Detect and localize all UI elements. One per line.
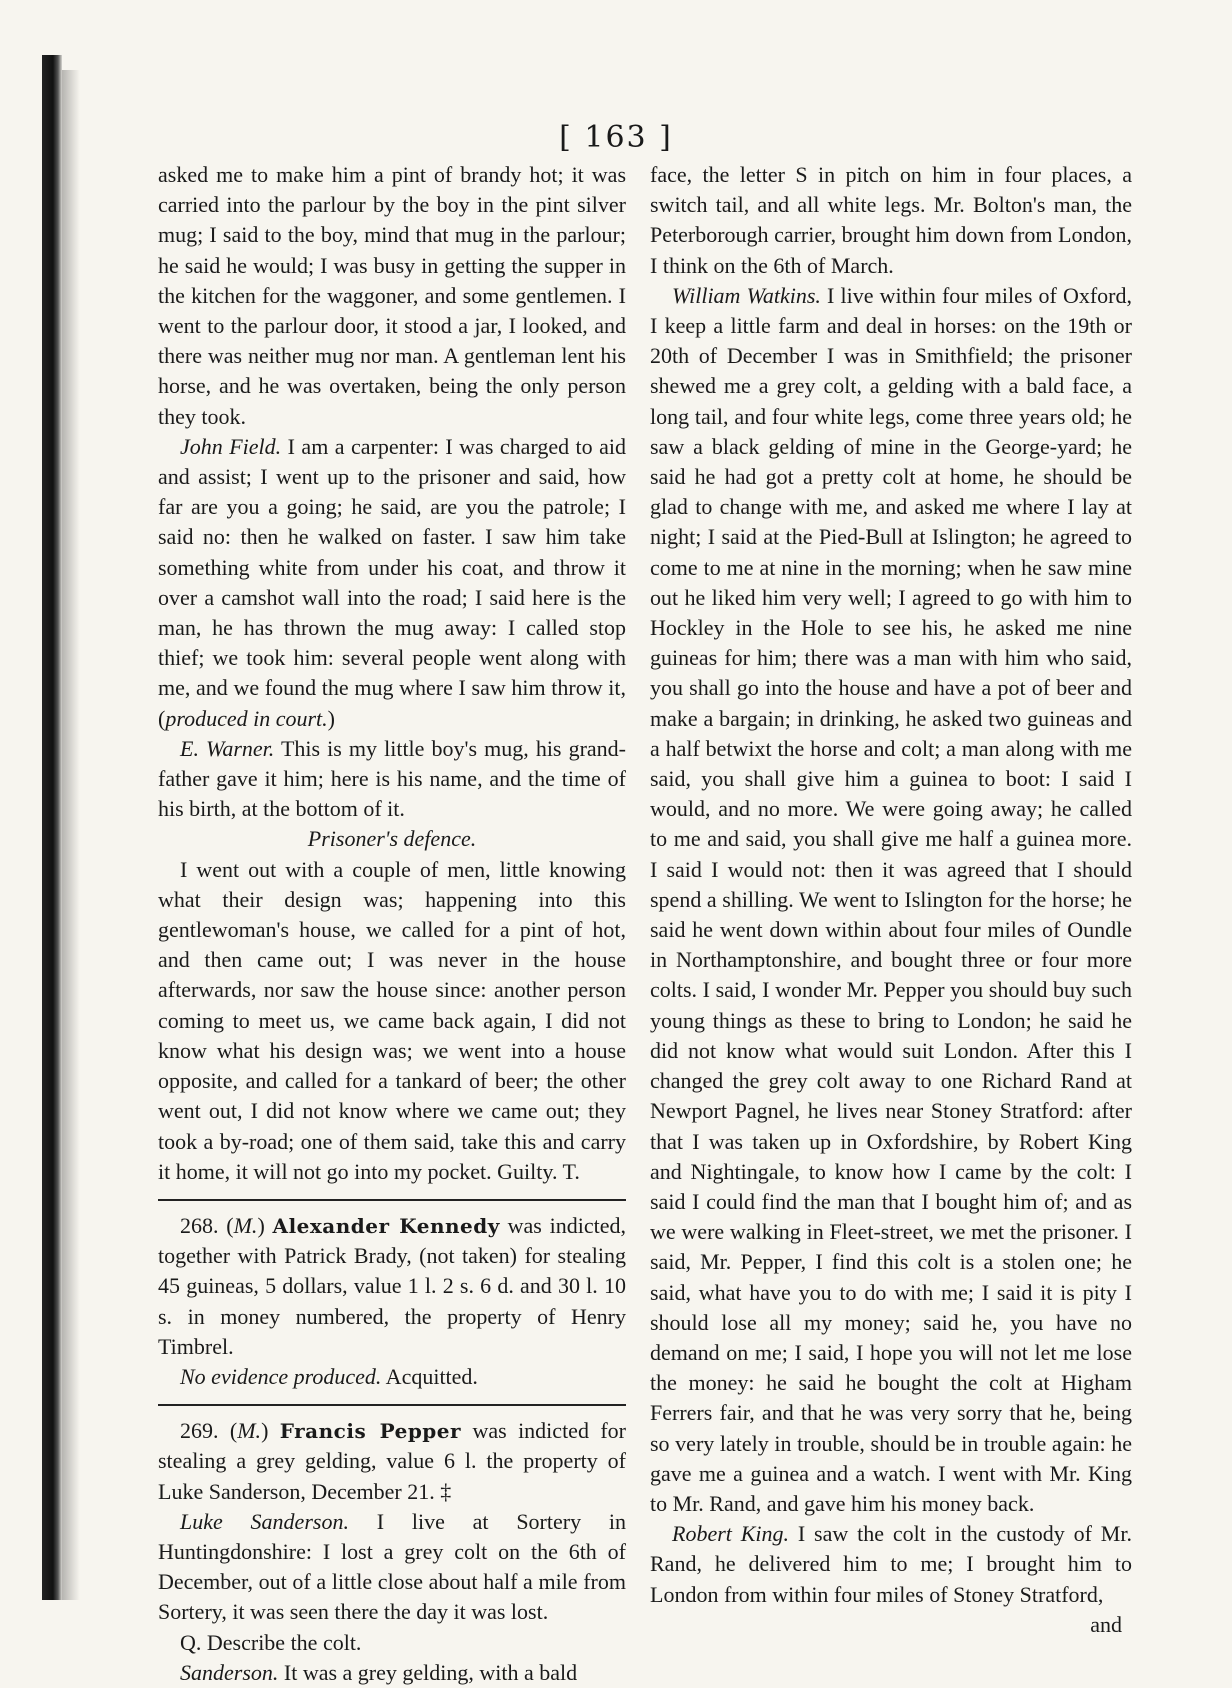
- testimony-william-watkins: [650, 281, 1132, 1519]
- speaker-name: Luke Sanderson.: [180, 1508, 349, 1534]
- speaker-name: Sanderson.: [180, 1659, 279, 1685]
- case-number-close: ): [257, 1212, 273, 1238]
- testimony-text: I live within four miles of Oxford, I keep a little farm and deal in horses: on the 19th or 20th of December I was in Smithfield; the prisoner shewed me a grey colt, a gelding with a bald face, a long tail, and four white legs, come three years old; he saw a black gelding of mine in the George-yard; he said he had got a pretty colt at home, he should be glad to change with me, and asked me where I lay at night; I said at the Pied-Bull at Islington; he agreed to come to me at nine in the morning; when he saw mine out he liked him very well; I agreed to go with him to Hockley in the Hole to see his, he asked me nine guineas for him; there was a man with him who said, you shall go into the house and have a pot of beer and make a bargain; in drinking, he asked two guineas and a half betwixt the horse and colt; a man along with me said, you shall give him a guinea to boot: I said I would, and no more. We were going away; he called to me and said, you shall give me half a guinea more. I said I would not: then it was agreed that I should spend a shilling. We went to Islington for the horse; he said he went down within about four miles of Oundle in Northamptonshire, and bought three or four more colts. I said, I wonder Mr. Pepper you should buy such young things as these to bring to London; he said he did not know what would suit London. After this I changed the grey colt away to one Richard Rand at Newport Pagnel, he lives near Stoney Stratford: after that I was taken up in Oxfordshire, by Robert King and Nightingale, to know how I came by the colt: I said I could find the man that I bought him of; and as we were walking in Fleet-street, we met the prisoner. I said, Mr. Pepper, I find this colt is a stolen one; he said, what have you to do with me; I said it is pity I should lose all my money; said he, you have no demand on me; I said, I hope you will not let me lose the money: he said he bought the colt at Higham Ferrers fair, and that he was very sorry that he, being so very lately in trouble, should be in trouble again: he gave me a guinea and a watch. I went with Mr. King to Mr. Rand, and gave him his money back.: [650, 282, 1132, 1516]
- testimony-text: I am a carpenter: I was charged to aid and assist; I went up to the prisoner and said, how far are you a going; he said, are you the patrole; I said no: then he walked on faster. I saw him take something white from under his coat, and throw it over a camshot wall into the road; I said here is the man, he has thrown the mug away: I called stop thief; we took him: several people went along with me, and we found the mug where I saw him throw it, (: [158, 433, 627, 731]
- testimony-e-warner: [158, 734, 626, 825]
- speaker-name: William Watkins.: [672, 282, 821, 308]
- court-code: M.: [233, 1212, 258, 1238]
- verdict: Acquitted.: [381, 1363, 478, 1389]
- left-column: [158, 160, 626, 1688]
- question: Q. Describe the colt.: [180, 1629, 362, 1655]
- verdict-note: No evidence produced.: [180, 1363, 382, 1389]
- section-divider: [158, 1199, 626, 1201]
- speaker-name: E. Warner.: [180, 735, 275, 761]
- defendant-name: Francis Pepper: [279, 1419, 462, 1444]
- indictment-text: was indicted, together with Patrick Brady, (not taken) for stealing 45 guineas, 5 dollars, value 1 l. 2 s. 6 d. and 30 l. 10 s. in money numbered, the property of Henry Timbrel.: [158, 1212, 626, 1359]
- testimony-john-field: [158, 432, 626, 734]
- testimony-text: I live at Sortery in Huntingdonshire: I lost a grey colt on the 6th of December, out of a little close about half a mile from Sortery, it was seen there the day it was lost.: [158, 1508, 626, 1625]
- right-column: [650, 160, 1132, 1640]
- court-note: produced in court.: [165, 705, 328, 731]
- gutter-shadow: [62, 70, 80, 1600]
- catchword: and: [1090, 1611, 1122, 1637]
- testimony-luke-sanderson: [158, 1507, 626, 1628]
- section-divider: [158, 1404, 626, 1406]
- court-code: M.: [237, 1418, 262, 1444]
- book-spine-shadow: [42, 55, 62, 1600]
- testimony-sanderson: [158, 1658, 626, 1688]
- case-268-verdict: [158, 1362, 626, 1392]
- case-268-header: [158, 1211, 626, 1362]
- indictment-text: was indicted for stealing a grey gelding, value 6 l. the property of Luke Sanderson, December 21. ‡: [158, 1418, 626, 1504]
- testimony-text: This is my little boy's mug, his grand-father gave it him; here is his name, and the time of his birth, at the bottom of it.: [158, 735, 626, 822]
- case-number: 268. (: [180, 1212, 234, 1238]
- page-number: [ 163 ]: [559, 120, 673, 155]
- speaker-name: John Field.: [180, 433, 282, 459]
- speaker-name: Robert King.: [672, 1521, 790, 1547]
- case-269-header: [158, 1416, 626, 1507]
- testimony-text: I saw the colt in the custody of Mr. Rand, he delivered him to me; I brought him to London from within four miles of Stoney Stratford,: [650, 1521, 1132, 1607]
- testimony-continuation: asked me to make him a pint of brandy hot; it was carried into the parlour by the boy in the pint silver mug; I said to the boy, mind that mug in the parlour; he said he would; I was busy in getting the supper in the kitchen for the waggoner, and some gentlemen. I went to the parlour door, it stood a jar, I looked, and there was neither mug nor man. A gentleman lent his horse, and he was overtaken, being the only person they took.: [158, 162, 626, 429]
- defence-heading: Prisoner's defence.: [307, 826, 477, 852]
- paren-close: ): [327, 705, 335, 731]
- testimony-continuation: face, the letter S in pitch on him in four places, a switch tail, and all white legs. Mr. Bolton's man, the Peterborough carrier, brought him down from London, I think on the 6th of March.: [650, 162, 1132, 278]
- testimony-text: It was a grey gelding, with a bald: [278, 1659, 578, 1685]
- case-number-close: ): [261, 1418, 280, 1444]
- case-number: 269. (: [180, 1418, 238, 1444]
- testimony-robert-king: [650, 1519, 1132, 1610]
- prisoner-defence: I went out with a couple of men, little knowing what their design was; happening into this gentlewoman's house, we called for a pint of hot, and then came out; I was never in the house afterwards, nor saw the house since: another person coming to meet us, we came back again, I did not know what his design was; we went into a house opposite, and called for a tankard of beer; the other went out, I did not know where we came out; they took a by-road; one of them said, take this and carry it home, it will not go into my pocket. Guilty. T.: [158, 856, 626, 1184]
- defendant-name: Alexander Kennedy: [272, 1213, 500, 1238]
